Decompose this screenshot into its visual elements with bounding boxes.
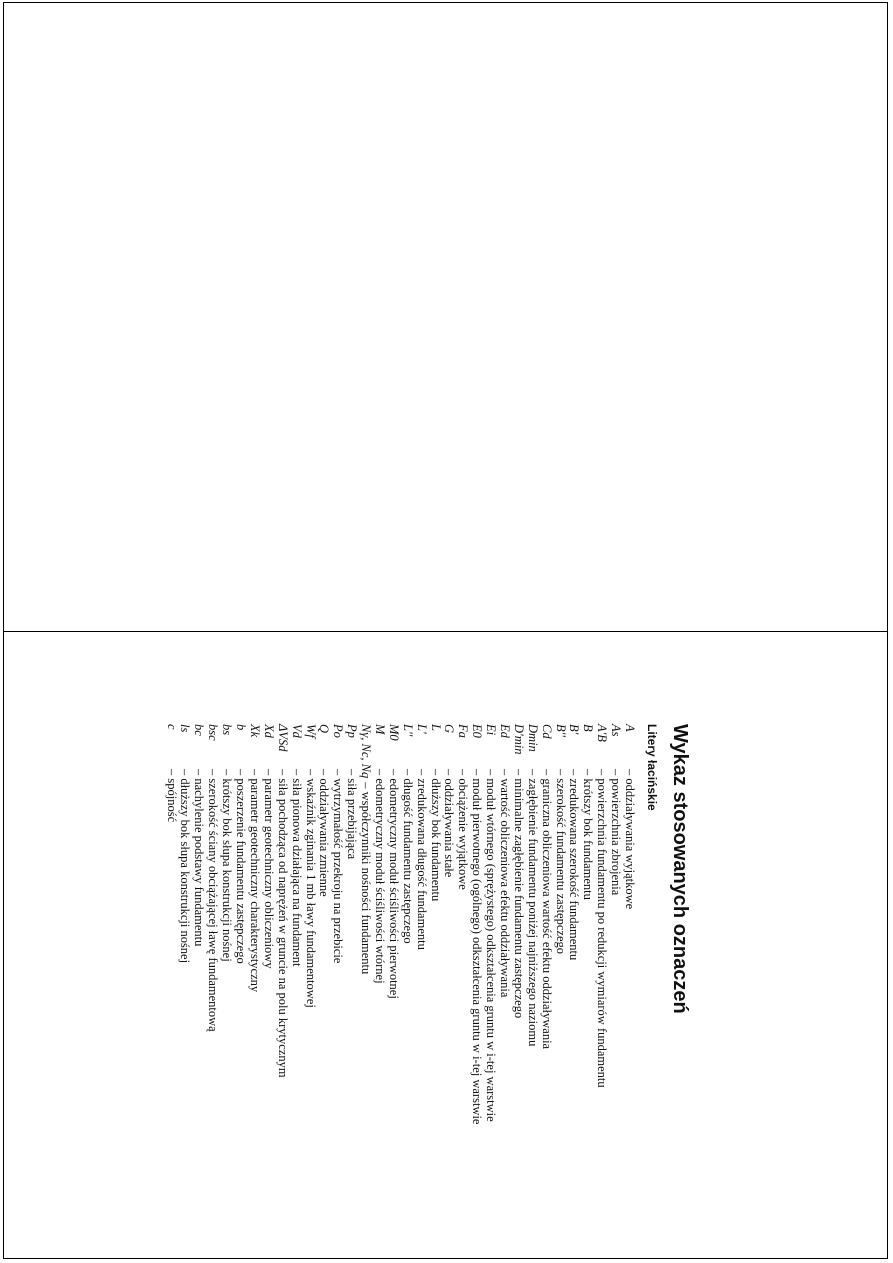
symbol-row — [414, 724, 428, 1254]
symbol: G — [442, 724, 457, 734]
symbol-row — [553, 724, 567, 1254]
symbol-description: – dłuższy bok słupa konstrukcji nośnej — [178, 769, 193, 964]
symbol: Cd — [539, 724, 554, 739]
symbol-row — [330, 724, 344, 1254]
symbol-description: – oddziaływania wyjątkowe — [623, 769, 637, 910]
symbol-row — [386, 724, 400, 1254]
symbol: Wf — [303, 724, 318, 738]
symbol-description: – krótszy bok fundamentu — [581, 769, 596, 900]
symbol-description: – krótszy bok słupa konstrukcji nośnej — [220, 769, 235, 962]
symbol: ls — [178, 724, 193, 733]
symbol-row — [580, 724, 594, 1254]
symbol: L'' — [400, 724, 415, 737]
symbol: Xd — [261, 724, 276, 738]
symbol-row — [261, 724, 275, 1254]
symbol: As — [609, 724, 624, 737]
symbol-description: – powierzchnia zbrojenia — [609, 769, 624, 896]
symbol-description: – edometryczny moduł ściśliwości pierwotnej — [386, 769, 401, 999]
symbol: L — [428, 724, 443, 731]
symbol: B'' — [553, 724, 568, 737]
symbol-row — [164, 724, 178, 1254]
symbol-description: – długość fundamentu zastępczego — [400, 769, 415, 944]
symbol-description: – siła przebijająca — [345, 769, 360, 860]
symbol-description: – wytrzymałość przekroju na przebicie — [331, 769, 346, 964]
symbol: Pp — [345, 724, 360, 738]
symbol-description: – poszerzenie fundamentu zastępczego — [234, 769, 249, 964]
symbol: b — [234, 724, 249, 731]
symbol: bsc — [206, 724, 221, 741]
symbol-description: – oddziaływania zmienne — [317, 769, 332, 897]
symbol: D'min — [511, 724, 526, 755]
symbol: A — [623, 724, 637, 732]
symbol: E0 — [470, 724, 485, 738]
symbol-description: – edometryczny moduł ściśliwości wtórnej — [372, 769, 387, 984]
symbol: ΔVSd — [275, 724, 290, 752]
symbol-description: – siła pochodząca od naprężeń w gruncie na polu krytycznym — [275, 769, 290, 1078]
symbol-row — [205, 724, 219, 1254]
symbol-row — [428, 724, 442, 1254]
page-title: Wykaz stosowanych oznaczeń — [669, 724, 691, 1014]
symbol-description: – zredukowana długość fundamentu — [414, 769, 429, 950]
symbol-description: – obciążenie wyjątkowe — [456, 769, 471, 890]
symbol-description: – wskaźnik zginania 1 mb ławy fundamentowej — [303, 769, 318, 1008]
symbol-row — [469, 724, 483, 1254]
symbol-description: – szerokość fundamentu zastępczego — [553, 769, 568, 954]
symbol-row — [539, 724, 553, 1254]
symbol-row — [344, 724, 358, 1254]
symbol-row — [233, 724, 247, 1254]
symbol: Ed — [497, 724, 512, 738]
symbol-description: – nachylenie podstawy fundamentu — [192, 769, 207, 947]
symbol: Xk — [247, 724, 262, 738]
symbol-row — [594, 724, 608, 1254]
symbol-description: – siła pionowa działająca na fundament — [289, 769, 304, 967]
symbol: bc — [192, 724, 207, 736]
symbol: M — [372, 724, 387, 735]
symbol: L' — [414, 724, 429, 734]
symbol-description: – współczynniki nośności fundamentu — [359, 782, 374, 975]
symbol-row — [525, 724, 539, 1254]
symbol-description: – wartość obliczeniowa efektu oddziaływania — [497, 769, 512, 998]
symbol-row — [511, 724, 525, 1254]
symbol-description: – powierzchnia fundamentu po redukcji wymiarów fundamentu — [595, 769, 610, 1088]
symbol-row — [442, 724, 456, 1254]
symbol-row — [372, 724, 386, 1254]
symbol-row — [192, 724, 206, 1254]
symbol-row — [483, 724, 497, 1254]
symbol: Q — [317, 724, 332, 734]
document-page — [4, 632, 887, 1258]
symbol-description: – spójność — [164, 769, 179, 823]
symbol: Ei — [484, 724, 499, 736]
symbol-row — [567, 724, 581, 1254]
symbol-row — [455, 724, 469, 1254]
symbol: Fa — [456, 724, 471, 738]
rotated-content — [81, 724, 691, 1254]
symbol: B — [581, 724, 596, 732]
symbol-list — [164, 724, 636, 1254]
symbol-row — [219, 724, 233, 1254]
symbol-row — [275, 724, 289, 1254]
symbol-row — [400, 724, 414, 1254]
symbol-description: – zagłębienie fundamentu poniżej najniższego naziomu — [525, 769, 540, 1047]
symbol-row — [358, 724, 372, 1254]
symbol-description: – moduł wtórnego (sprężystego) odkształcenia gruntu w i-tej warstwie — [484, 769, 499, 1122]
symbol-description: – oddziaływania stałe — [442, 769, 457, 878]
symbol-row — [247, 724, 261, 1254]
symbol-row — [622, 724, 636, 1254]
symbol-description: – moduł pierwotnego (ogólnego) odkształcenia gruntu w i-tej warstwie — [470, 769, 485, 1125]
symbol: Vd — [289, 724, 304, 738]
symbol-row — [289, 724, 303, 1254]
symbol-description: – parametr geotechniczny obliczeniowy — [261, 769, 276, 969]
symbol-description: – dłuższy bok fundamentu — [428, 769, 443, 902]
symbol-description: – parametr geotechniczny charakterystyczny — [247, 769, 262, 993]
symbol-row — [497, 724, 511, 1254]
symbol: B' — [567, 724, 582, 735]
symbol: A'B — [595, 724, 610, 742]
symbol-description: – minimalne zagłębienie fundamentu zastępczego — [511, 769, 526, 1019]
symbol-row — [608, 724, 622, 1254]
symbol-row — [317, 724, 331, 1254]
symbol-row — [178, 724, 192, 1254]
symbol-description: – szerokość ściany obciążającej ławę fundamentową — [206, 769, 221, 1032]
symbol: bs — [220, 724, 235, 736]
symbol: Dmin — [525, 724, 540, 752]
symbol: Po — [331, 724, 346, 738]
symbol: M0 — [386, 724, 401, 741]
symbol: Nγ, Nc, Nq — [359, 724, 374, 779]
symbol-row — [303, 724, 317, 1254]
section-heading: Litery łacińskie — [645, 724, 659, 811]
symbol-description: – graniczna obliczeniowa wartość efektu oddziaływania — [539, 769, 554, 1050]
symbol: c — [164, 724, 179, 730]
symbol-description: – zredukowana szerokość fundamentu — [567, 769, 582, 961]
